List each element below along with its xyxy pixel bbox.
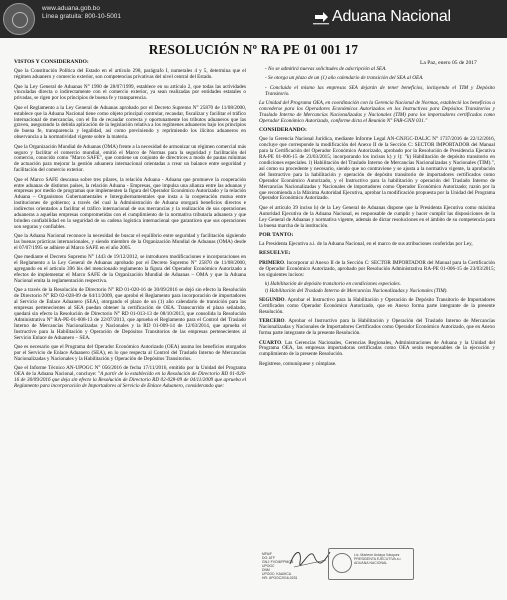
- stamp-text: [354, 553, 412, 566]
- bullet-item: - Se otorga un plazo de un (1) año calendario de transición del SEA al OEA.: [265, 75, 424, 82]
- section-heading: VISTOS Y CONSIDERANDO:: [14, 59, 89, 65]
- stamp-seal-icon: [332, 553, 352, 573]
- initials-line: GNJ: FVCM/FPMOB: [262, 560, 294, 564]
- brand-name: Aduana Nacional: [332, 8, 451, 25]
- paragraph: La Presidenta Ejecutiva a.i. de la Aduana Nacional, en el marco de sus atribuciones conferidas por Ley,: [259, 241, 473, 248]
- paragraph: Que la Gerencia Nacional Jurídica, mediante Informe Legal AN-GNJGC-DALJC N° 1737/2016 de 22/12/2016, concluye que corresponde la modificación del Anexo II de la Sección C: SECTOR IMPORTADOR del Manual para la Certificación del Operador Económico Autorizado, aprobado por la Resolución de Presidencia Ejecutiva RA-PE 01-006-15 de 23/03/2015; incorporando los incisos k) y l): "k) Habilitación de depósito transitorio en condiciones especiales. l) Habilitación del Traslado Interno de Mercancías Nacionalizadas y Nacionales (TIM).", así como su procedente y necesario, siendo que no contraviene y se ajusta a la normativa vigente, la aprobación del Instructivo para la habilitación y operación de depósito transitorio de importadores certificados como Operador Económico Autorizado, y el Instructivo para la habilitación y operación del Traslado Interno de Mercancías Nacionalizadas y Nacionales de importadores como Operador Económico Autorizado; razón por la que recomienda a la Máxima Autoridad Ejecutiva, aprobar la modificación propuesta por la Unidad del Programa Operador Económico Autorizado.: [259, 136, 495, 202]
- quoted-text: "A partir de lo establecido en la Resolución de Directorio RD 01-020-16 de 30/09/2016 que deja sin efecto la Resolución de Directorio RD 02-028-09 de 04/11/2009 que aprueba el Reglamento para incorporación de Importadores al Servicio de Enlace Aduanero, considerando que:: [14, 371, 246, 390]
- bolivia-coat-of-arms-icon: [3, 3, 35, 35]
- paragraph: La Unidad del Programa OEA, en coordinación con la Gerencia Nacional de Normas, estableció los beneficios a concederse para los Operadores Económicos Autorizados en los Instructivos para Depósitos Transitorios y Traslado Interno de Mercancías Nacionalizadas y Nacionales (TIM) para los importadores certificados como Operador Económico Autorizado, conforme dicta el Reunión N° FAR-GNN 031.": [259, 99, 495, 124]
- paragraph: [259, 319, 495, 337]
- closing-line: Regístrese, comuníquese y cúmplase.: [259, 360, 337, 367]
- clause-label: CUARTO: [259, 339, 282, 346]
- initials-line: DG: ATF: [262, 556, 275, 560]
- paragraph: Que mediante el Decreto Supremo N° 1443 de 19/12/2012, se introducen modificaciones e incorporaciones en el Reglamento a la Ley General de Aduanas aprobado por el Decreto Supremo N° 25870 de 11/08/2000, agregando en el artículo 396 bis del mencionado reglamento la figura del Operador Económico Autorizado a efectos de implementar el Marco SAFE de la Organización Mundial de Aduanas – OMA y que la Aduana Nacional emita la reglamentación respectiva.: [14, 254, 246, 285]
- signature: [286, 542, 334, 572]
- paragraph: [14, 366, 246, 390]
- header-bar: [0, 0, 507, 38]
- section-heading: POR TANTO:: [259, 231, 294, 238]
- place-date: La Paz, enero 05 de 2017: [420, 60, 477, 66]
- clause-text: . Aprobar el Instructivo para la Habilitación y Operación del Traslado Interno de Mercancías Nacionalizadas y Nacionales de Importadores Certificados como Operador Económico Autorizado, que en Anexo forma parte integrante de la presente Resolución.: [259, 318, 495, 337]
- stamp-line: PRESIDENTA EJECUTIVA a.i.: [354, 557, 402, 562]
- paragraph: Que el Reglamento a la Ley General de Aduanas aprobado por el Decreto Supremo N° 25870 de 11/08/2000, establece que la Aduana Nacional tiene como objeto principal controlar, recaudar, fiscalizar y facilitar el tráfico internacional de mercancías, con el fin de recaudar correcta y oportunamente los tributos aduaneros que las graven, asegurando la debida aplicación de la legislación relativa a los regímenes aduaneros bajo los principios de buena fe, transparencia y legalidad, así como previniendo y reprimiendo los ilícitos aduaneros en observancia a la normatividad vigente sobre la materia.: [14, 104, 246, 141]
- initials-line: UPOGC: [262, 564, 275, 568]
- clause-text: . Aprobar el Instructivo para la Habilitación y Operación de Depósito Transitorio de Importadores Certificados como Operador Económico Autorizado, que en Anexo forma parte integrante de la presente Resolución.: [259, 297, 495, 316]
- paragraph-text: Que el Informe Técnico AN-UPOGC N° 056/2016 de fecha 17/11/2016, emitido por la Unidad del Programa OEA de la Aduana Nacional, concluye:: [14, 365, 246, 378]
- website-link[interactable]: www.aduana.gob.bo: [42, 5, 100, 12]
- initials-line: UPOGC: KAA/KCA: [262, 572, 292, 576]
- paragraph: Que la Aduana Nacional reconoce la necesidad de buscar el equilibrio entre seguridad y facilitación siguiendo las buenas prácticas internacionales, y siendo miembro de la Organización Mundial de Aduanas (OMA) desde el 07/07/1995 se adhiere al Marco SAFE en el año 2005.: [14, 233, 246, 252]
- clause-text: . Las Gerencias Nacionales, Gerencias Regionales, Administraciones de Aduana y la Unidad del Programa OEA, las empresas importadoras certificadas como OEA serán responsables de la ejecución y cumplimiento de la presente Resolución.: [259, 339, 495, 358]
- bullet-item: - No se admitirá nuevas solicitudes de adscripción al SEA.: [265, 66, 387, 72]
- section-heading: CONSIDERANDO:: [259, 126, 307, 133]
- aduana-arrow-logo-icon: [313, 9, 329, 25]
- left-column: [14, 60, 246, 393]
- clause-label: SEGUNDO: [259, 297, 285, 304]
- section-heading: RESUELVE:: [259, 250, 291, 257]
- clause-label: TERCERO: [259, 318, 285, 325]
- initials-line: DNM: [262, 568, 270, 572]
- paragraph: Que es necesario que el Programa del Operador Económico Autorizado (OEA) asuma los beneficios otorgados por el Servicio de Enlace Aduanero (SEA), en lo que respecta al Control del Traslado Interno de Mercancías Nacionalizadas y Nacionales y la Habilitación y Operación de Depósitos Transitorios.: [14, 344, 246, 362]
- official-stamp: [328, 548, 414, 580]
- paragraph: [259, 298, 495, 316]
- clause-label: PRIMERO: [259, 259, 284, 266]
- clause-item: l) Habilitación del Traslado Interno de Mercancías Nacionalizadas y Nacionales (TIM).: [265, 287, 448, 294]
- right-column: [259, 67, 495, 371]
- stamp-line: Lic. Marlene Ardaya Vásquez: [354, 553, 400, 557]
- paragraph: [259, 341, 495, 359]
- initials-line: MFA/F: [262, 552, 272, 556]
- initials-line: HR: UPOGC2016-0231: [262, 576, 298, 580]
- clause-text: . Incorporar al Anexo II de la Sección C: SECTOR IMPORTADOR del Manual para la Certificación de Operador Económico Autorizado, aprobado por Resolución Administrativa RA-PE 01-006-15 de 23/03/2015; los siguientes incisos:: [259, 259, 495, 278]
- phone-line: Línea gratuita: 800-10-5001: [42, 13, 121, 20]
- paragraph: Que la Organización Mundial de Aduanas (OMA) frente a la necesidad de armonizar un régimen comercial más seguro y facilitar el comercio mundial, emitió el Marco de Normas para la seguridad y facilitación del comercio, conocido como "Marco SAFE", que contiene un conjunto de directrices a modo de pautas mínimas de actuación para mejorar la gestión aduanera internacional orientadas a crear un balance entre seguridad y facilitación del comercio exterior.: [14, 143, 246, 174]
- paragraph: Que la Ley General de Aduanas N° 1990 de 28/07/1999, establece en su artículo 2, que todas las actividades vinculadas directa o indirectamente con el comercio exterior, ya sean realizadas por entidades estatales o privadas, se rigen por los principios de buena fe y transparencia.: [14, 83, 246, 102]
- paragraph: Que el artículo 39 inciso h) de la Ley General de Aduanas dispone que la Presidenta Ejecutiva como máxima Autoridad Ejecutiva de la Aduana Nacional, es responsable de cumplir y hacer cumplir las disposiciones de la Ley General de Aduanas y normativa vigente, además de dictar resoluciones en el ámbito de su competencia para la buena marcha de la institución.: [259, 204, 495, 229]
- resolution-title: RESOLUCIÓN Nº RA PE 01 001 17: [148, 42, 359, 57]
- paragraph: Que la Constitución Política del Estado en el artículo 298, parágrafo I, numerales 4 y 5, determina que el régimen aduanero y comercio exterior, son competencias privativas del nivel central del Estado.: [14, 68, 246, 81]
- paragraph: Que el Marco SAFE descansa sobre tres pilares, la relación Aduana - Aduana que promueve la cooperación entre aduanas de distintos países, la relación Aduana - Empresas, que impulsa una alianza entre las aduanas y empresas por medio de programas que implementen la figura del Operador Económico Autorizado y la relación Aduana – Organismos Gubernamentales e Intergubernamentales que insta a la cooperación mutua entre instituciones de gobierno; a través del cual la Administración de Aduana otorgará beneficios directos e indirectos orientados a facilitar el tráfico internacional de sus mercancías y la realización de sus operaciones aduaneras a aquellas empresas comprometidas con el cumplimiento de la normativa tributaria aduanera y que brinden confiabilidad en la seguridad de su cadena logística internacional que garanticen que sus operaciones son seguras y confiables.: [14, 176, 246, 230]
- paragraph: [259, 261, 495, 279]
- bullet-item: - Concluido el mismo las empresas SEA dejarán de tener beneficios, incluyendo el TIM y Depósito Transitorio.: [265, 84, 495, 97]
- clause-item: k) Habilitación de depósito transitorio en condiciones especiales.: [265, 280, 401, 287]
- stamp-line: ADUANA NACIONAL: [354, 561, 388, 566]
- paragraph: Que a través de la Resolución de Directorio N° RD 01-020-16 de 30/09/2016 se dejó sin efecto la Resolución de Directorio N° RD 02-028-09 de 04/11/2009, que aprobó el Reglamento para incorporación de importadores al Servicio de Enlace Aduanero (SEA), otorgando el plazo de un (1) año calendario de transición para las empresas pertenecientes al SEA puedan obtener la certificación de OEA. Transcurrido el plazo señalado, quedará sin efecto la Resolución de Directorio N° RD 01-013-13 de 08/10/2013, que consolida la Resolución Administrativa N° RA-PE-01-008-13 de 22/07/2013, que aprueba el Reglamento para el Control del Traslado Interno de Mercancías Nacionalizadas y Nacionales y la RD 01-009-14 de 12/03/2014, que aprueba el Instructivo para la Habilitación y Operación de Depósitos Transitorios de las empresas pertenecientes al Servicio Enlace de Aduanero – SEA.: [14, 287, 246, 341]
- header-contact: [42, 5, 121, 21]
